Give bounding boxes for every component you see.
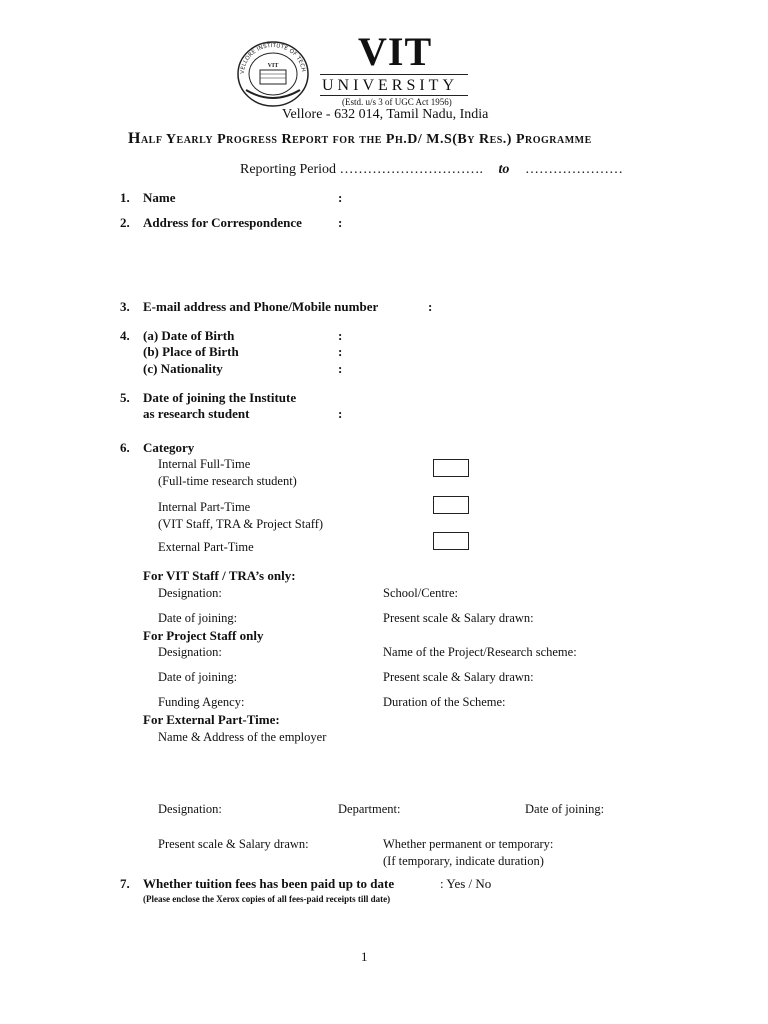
category-label: Category: [143, 440, 195, 455]
item-number-1: 1.: [120, 190, 130, 205]
joining-label-line1: Date of joining the Institute: [143, 390, 297, 405]
project-staff-salary: Present scale & Salary drawn:: [383, 670, 534, 684]
vit-staff-designation: Designation:: [158, 586, 222, 600]
fees-note: (Please enclose the Xerox copies of all fees-paid receipts till date): [143, 894, 391, 904]
nationality-label: (c) Nationality: [143, 361, 223, 376]
university-short-name: VIT: [358, 29, 433, 74]
fees-question: Whether tuition fees has been paid up to date: [143, 876, 395, 891]
reporting-period-end: …………………: [524, 162, 623, 177]
external-designation: Designation:: [158, 802, 222, 816]
project-staff-date-of-joining: Date of joining:: [158, 670, 238, 684]
email-phone-colon: :: [428, 299, 433, 314]
email-phone-label: E-mail address and Phone/Mobile number: [143, 299, 379, 314]
pob-label: (b) Place of Birth: [143, 344, 239, 359]
reporting-period: [240, 162, 623, 178]
item-number-2: 2.: [120, 215, 130, 230]
internal-part-time-checkbox[interactable]: [433, 496, 469, 514]
vit-staff-salary: Present scale & Salary drawn:: [383, 611, 534, 625]
category-internal-full-time-note: (Full-time research student): [158, 474, 297, 488]
external-heading: For External Part-Time:: [143, 712, 280, 727]
title-initial: H: [128, 130, 141, 147]
reporting-period-to: to: [498, 162, 510, 177]
pob-colon: :: [338, 344, 343, 359]
name-colon: :: [338, 190, 343, 205]
external-part-time-checkbox[interactable]: [433, 532, 469, 550]
svg-text:VELLORE INSTITUTE OF TECHNOLOG: VELLORE INSTITUTE OF TECH: [239, 42, 306, 75]
form-title: [128, 130, 592, 148]
joining-label-line2: as research student: [143, 406, 250, 421]
project-staff-heading: For Project Staff only: [143, 628, 264, 643]
external-date-of-joining: Date of joining:: [525, 802, 605, 816]
item-number-6: 6.: [120, 440, 130, 455]
header-rule-top: [320, 74, 468, 75]
project-staff-funding-agency: Funding Agency:: [158, 695, 245, 709]
item-number-7: 7.: [120, 876, 130, 891]
fees-answer: : Yes / No: [440, 876, 492, 891]
nationality-colon: :: [338, 361, 343, 376]
page-number: 1: [361, 949, 368, 964]
item-number-5: 5.: [120, 390, 130, 405]
vit-staff-heading: For VIT Staff / TRA’s only:: [143, 568, 296, 583]
header-rule-bottom: [320, 95, 468, 96]
project-staff-project-name: Name of the Project/Research scheme:: [383, 645, 577, 659]
university-address: Vellore - 632 014, Tamil Nadu, India: [282, 107, 489, 122]
address-colon: :: [338, 215, 343, 230]
external-employer: Name & Address of the employer: [158, 730, 327, 744]
title-text: alf Yearly Progress Report for the Ph.D/ M.S(By Res.) Programme: [140, 132, 592, 147]
external-department: Department:: [338, 802, 401, 816]
name-label: Name: [143, 190, 176, 205]
external-salary: Present scale & Salary drawn:: [158, 837, 309, 851]
reporting-period-label: Reporting Period ………………………….: [240, 162, 484, 177]
category-external-part-time: External Part-Time: [158, 540, 254, 554]
external-temporary-duration-note: (If temporary, indicate duration): [383, 854, 544, 868]
item-number-4: 4.: [120, 328, 130, 343]
project-staff-duration: Duration of the Scheme:: [383, 695, 506, 709]
joining-colon: :: [338, 406, 343, 421]
category-internal-part-time-note: (VIT Staff, TRA & Project Staff): [158, 517, 324, 531]
dob-colon: :: [338, 328, 343, 343]
vit-staff-date-of-joining: Date of joining:: [158, 611, 238, 625]
dob-label: (a) Date of Birth: [143, 328, 235, 343]
category-internal-part-time: Internal Part-Time: [158, 500, 251, 514]
establishment-note: (Estd. u/s 3 of UGC Act 1956): [342, 97, 452, 107]
internal-full-time-checkbox[interactable]: [433, 459, 469, 477]
project-staff-designation: Designation:: [158, 645, 222, 659]
university-long-name: UNIVERSITY: [322, 77, 458, 94]
external-permanent-temporary: Whether permanent or temporary:: [383, 837, 554, 851]
svg-text:VIT: VIT: [267, 63, 279, 69]
vit-staff-school: School/Centre:: [383, 586, 458, 600]
item-number-3: 3.: [120, 299, 130, 314]
address-label: Address for Correspondence: [143, 215, 302, 230]
university-seal: [236, 40, 310, 108]
category-internal-full-time: Internal Full-Time: [158, 457, 251, 471]
